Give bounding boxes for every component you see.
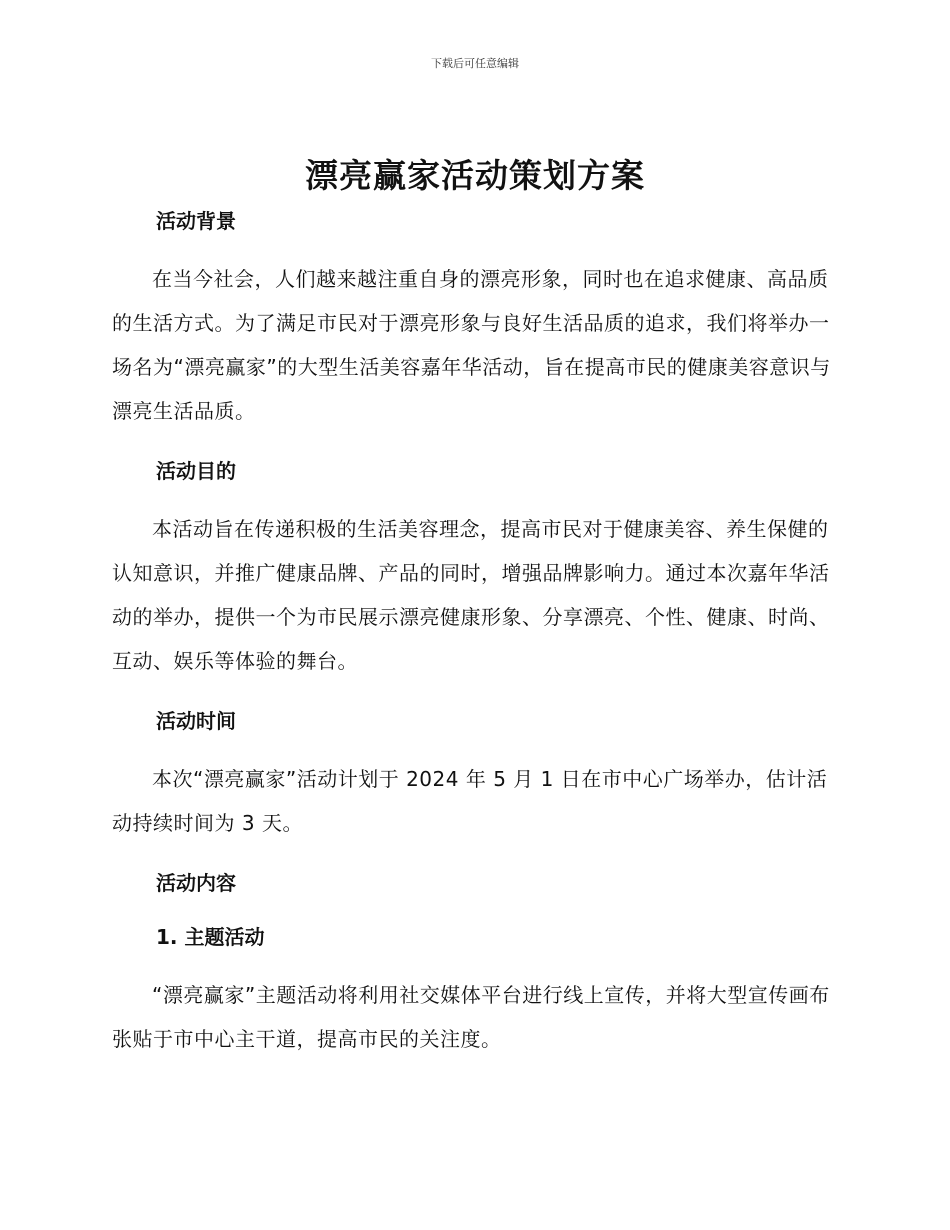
section-heading-purpose: 活动目的: [156, 459, 236, 483]
section-heading-background: 活动背景: [156, 209, 236, 233]
section-paragraph-time: 本次“漂亮赢家”活动计划于 2024 年 5 月 1 日在市中心广场举办，估计活动持续时间为 3 天。: [112, 767, 828, 835]
section-heading-content: 活动内容: [156, 871, 236, 895]
document-title: 漂亮赢家活动策划方案: [305, 156, 645, 195]
document-body: [112, 205, 832, 1061]
page-header-note: 下载后可任意编辑: [431, 57, 519, 70]
section-heading-time: 活动时间: [156, 709, 236, 733]
section-paragraph-theme-activity: “漂亮赢家”主题活动将利用社交媒体平台进行线上宣传，并将大型宣传画布张贴于市中心主干道，提高市民的关注度。: [112, 983, 830, 1051]
section-paragraph-background: 在当今社会，人们越来越注重自身的漂亮形象，同时也在追求健康、高品质的生活方式。为了满足市民对于漂亮形象与良好生活品质的追求，我们将举办一场名为“漂亮赢家”的大型生活美容嘉年华活动，旨在提高市民的健康美容意识与漂亮生活品质。: [112, 267, 831, 423]
section-heading-theme-activity: 1. 主题活动: [156, 925, 265, 949]
section-paragraph-purpose: 本活动旨在传递积极的生活美容理念，提高市民对于健康美容、养生保健的认知意识，并推广健康品牌、产品的同时，增强品牌影响力。通过本次嘉年华活动的举办，提供一个为市民展示漂亮健康形象、分享漂亮、个性、健康、时尚、互动、娱乐等体验的舞台。: [112, 517, 830, 673]
